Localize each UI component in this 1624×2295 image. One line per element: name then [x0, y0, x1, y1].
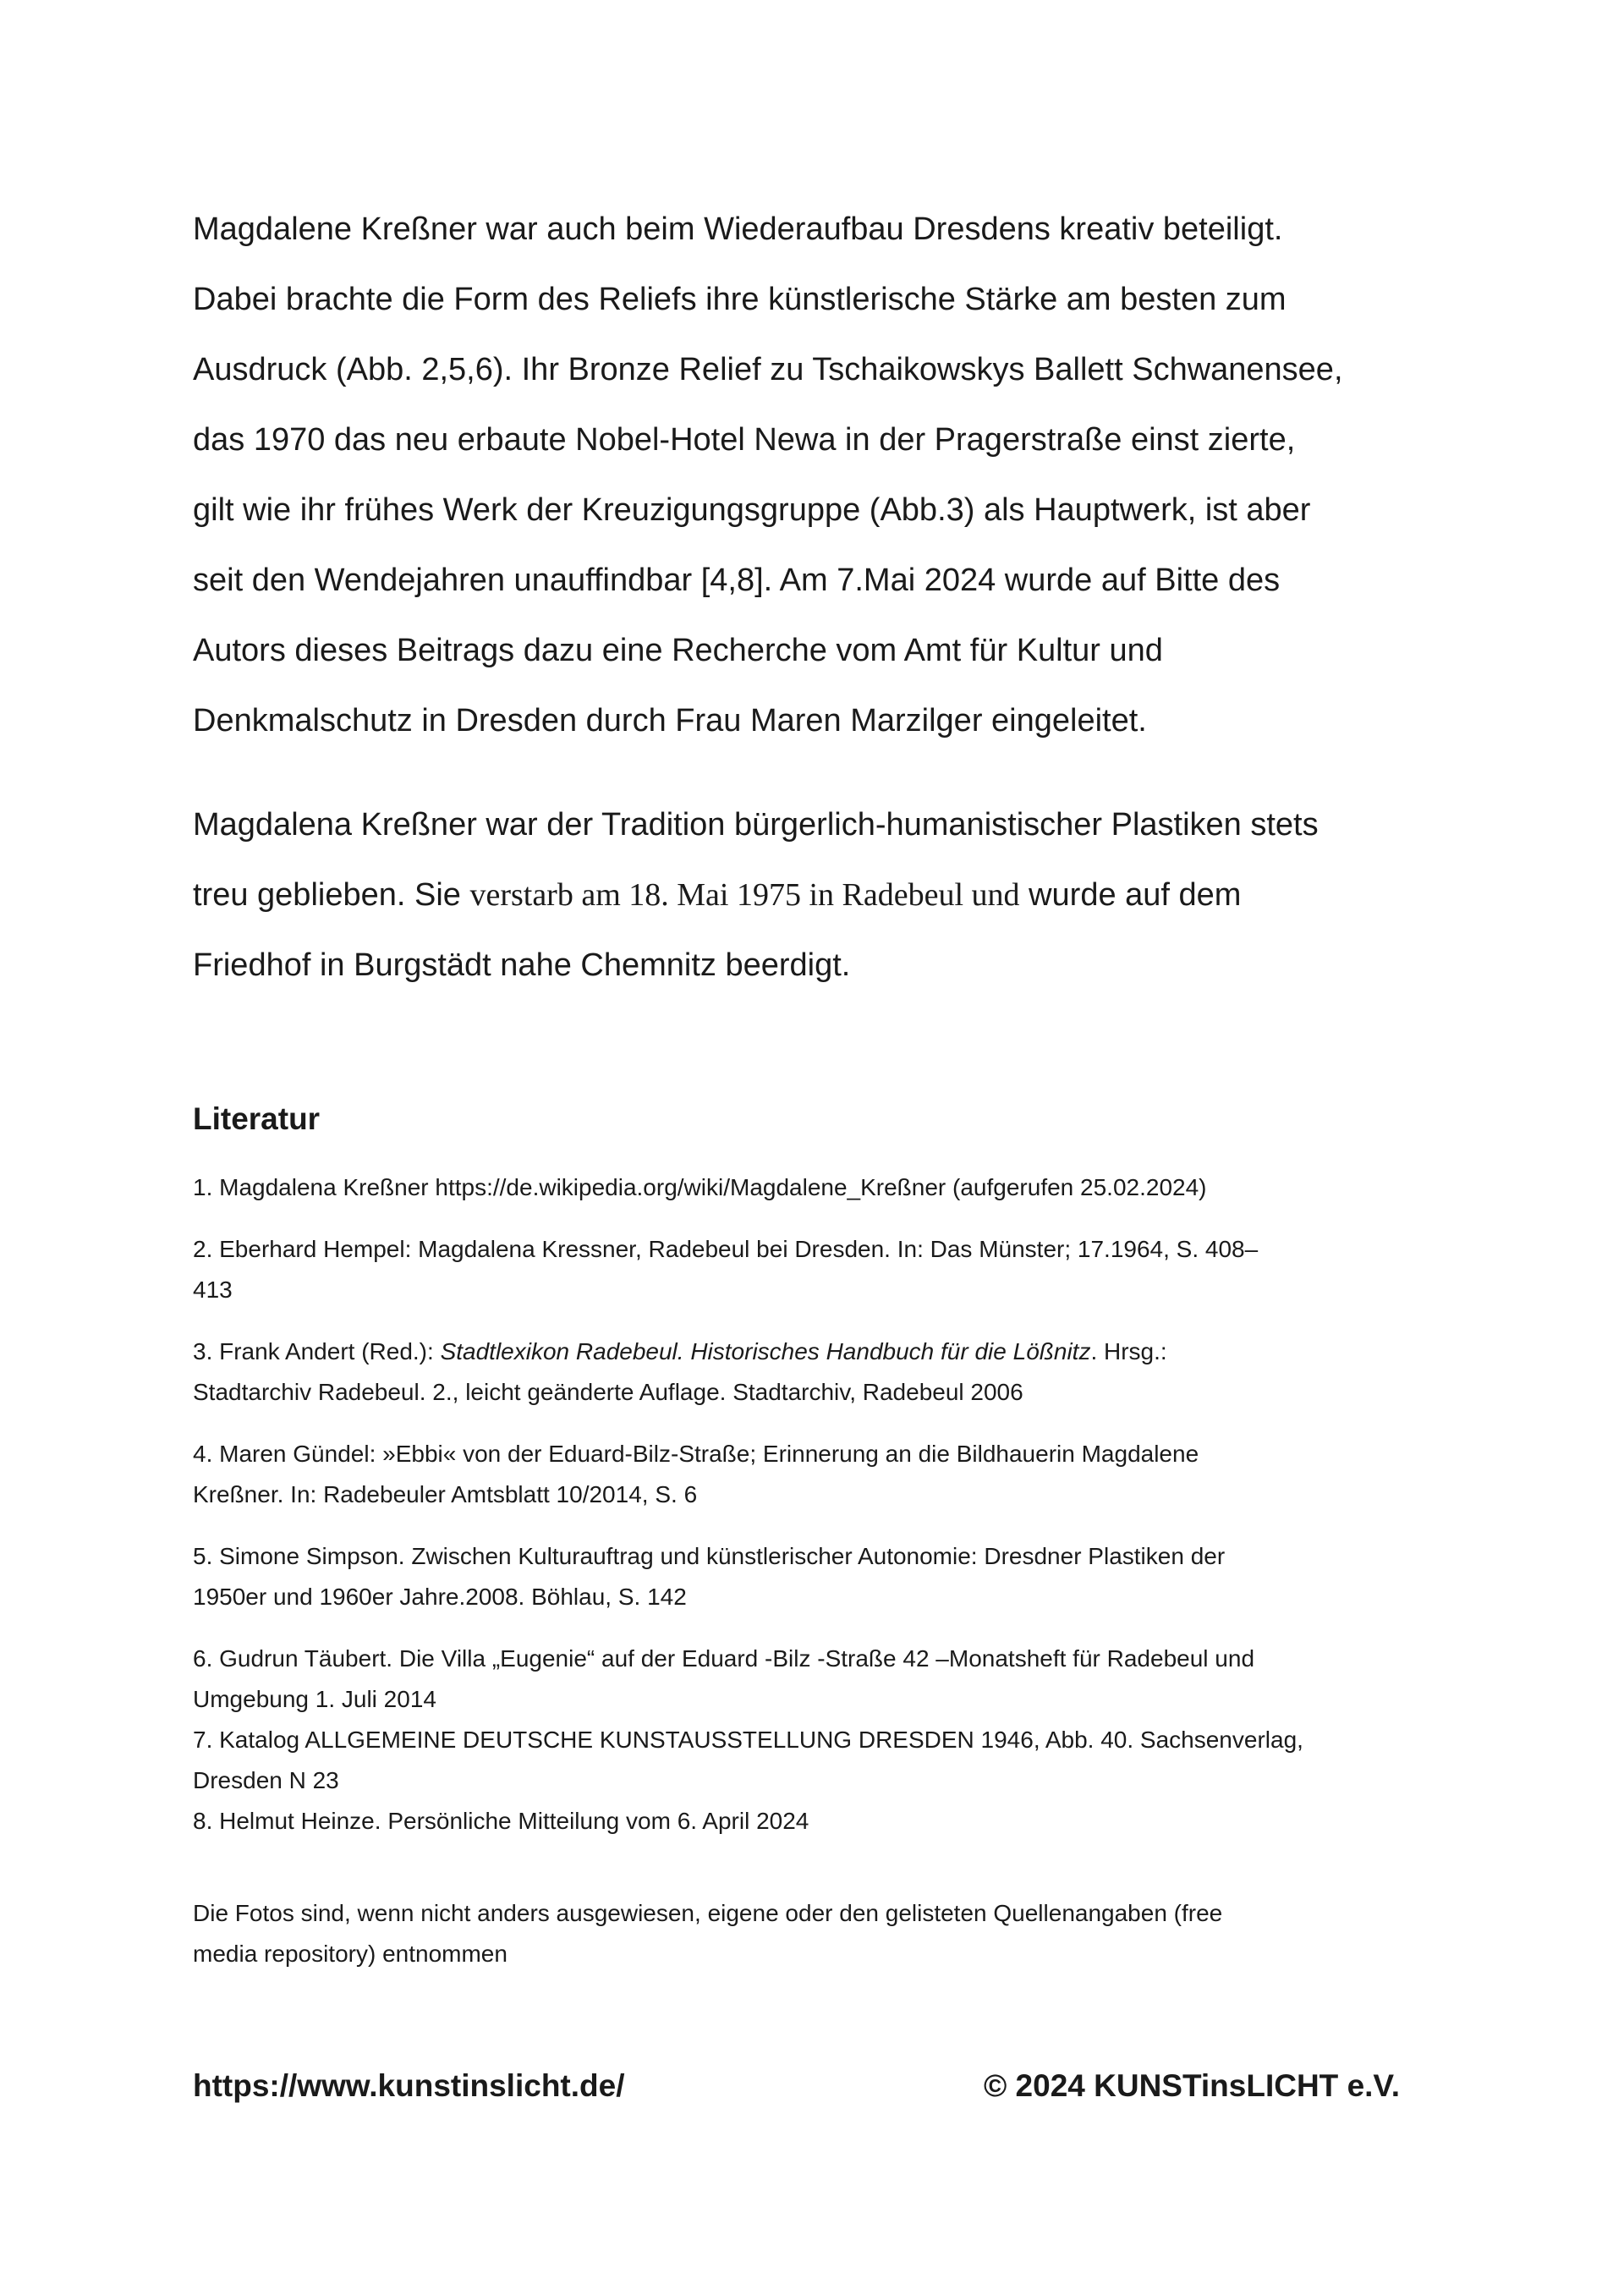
- main-text: [193, 195, 1462, 1001]
- literature-item-1: 1. Magdalena Kreßner https://de.wikipedia.org/wiki/Magdalene_Kreßner (aufgerufen 25.02.2024): [193, 1174, 1207, 1200]
- text-line: seit den Wendejahren unauffindbar [4,8]. Am 7.Mai 2024 wurde auf Bitte des: [193, 563, 1281, 598]
- text-line: treu geblieben. Sie: [193, 877, 470, 913]
- text-line: Denkmalschutz in Dresden durch Frau Maren Marzilger eingeleitet.: [193, 703, 1147, 738]
- text-line: Friedhof in Burgstädt nahe Chemnitz beerdigt.: [193, 947, 851, 983]
- literature-item-4: 4. Maren Gündel: »Ebbi« von der Eduard-Bilz-Straße; Erinnerung an die Bildhauerin Magdalene Kreßner. In: Radebeuler Amtsblatt 10/2014, S. 6: [193, 1441, 1199, 1507]
- text-line: Dabei brachte die Form des Reliefs ihre künstlerische Stärke am besten zum: [193, 282, 1287, 317]
- literature-item-5: 5. Simone Simpson. Zwischen Kulturauftrag und künstlerischer Autonomie: Dresdner Plastiken der 1950er und 1960er Jahre.2008. Böhlau, S. 142: [193, 1543, 1226, 1610]
- literature-heading: Literatur: [193, 1101, 321, 1136]
- text-line: wurde auf dem: [1019, 877, 1242, 913]
- text-line: gilt wie ihr frühes Werk der Kreuzigungsgruppe (Abb.3) als Hauptwerk, ist aber: [193, 492, 1311, 528]
- paragraph-death: [193, 790, 1462, 1001]
- footer-copyright: © 2024 KUNSTinsLICHT e.V.: [984, 2068, 1400, 2103]
- literature-item-8: 8. Helmut Heinze. Persönliche Mitteilung vom 6. April 2024: [193, 1808, 809, 1834]
- text-line: das 1970 das neu erbaute Nobel-Hotel Newa in der Pragerstraße einst zierte,: [193, 422, 1296, 458]
- text-line-serif: verstarb am 18. Mai 1975 in Radebeul und: [469, 877, 1020, 913]
- paragraph-reconstruction: [193, 195, 1462, 756]
- text-line: Magdalene Kreßner war auch beim Wiederaufbau Dresdens kreativ beteiligt.: [193, 211, 1283, 247]
- text-line: Magdalena Kreßner war der Tradition bürgerlich-humanistischer Plastiken stets: [193, 807, 1319, 843]
- literature-item-7: 7. Katalog ALLGEMEINE DEUTSCHE KUNSTAUSSTELLUNG DRESDEN 1946, Abb. 40. Sachsenverlag, Dresden N 23: [193, 1727, 1303, 1793]
- literature-item-3: 3. Frank Andert (Red.): Stadtlexikon Radebeul. Historisches Handbuch für die Lößnitz. Hrsg.: Stadtarchiv Radebeul. 2., leicht geänderte Auflage. Stadtarchiv, Radebeul 2006: [193, 1338, 1167, 1405]
- literature-item-6: 6. Gudrun Täubert. Die Villa „Eugenie“ auf der Eduard -Bilz -Straße 42 –Monatsheft für Radebeul und Umgebung 1. Juli 2014: [193, 1645, 1255, 1712]
- website-link[interactable]: https://www.kunstinslicht.de/: [193, 2068, 625, 2103]
- footer-url: [193, 2068, 624, 2104]
- text-line: Ausdruck (Abb. 2,5,6). Ihr Bronze Relief zu Tschaikowskys Ballett Schwanensee,: [193, 352, 1343, 387]
- literature-list: [193, 1167, 1445, 1842]
- literature-item-2: 2. Eberhard Hempel: Magdalena Kressner, Radebeul bei Dresden. In: Das Münster; 17.1964, S. 408– 413: [193, 1236, 1259, 1303]
- photo-credit-note: Die Fotos sind, wenn nicht anders ausgewiesen, eigene oder den gelisteten Quellenangaben (free media repository) entnommen: [193, 1900, 1223, 1967]
- text-line: Autors dieses Beitrags dazu eine Recherche vom Amt für Kultur und: [193, 633, 1163, 668]
